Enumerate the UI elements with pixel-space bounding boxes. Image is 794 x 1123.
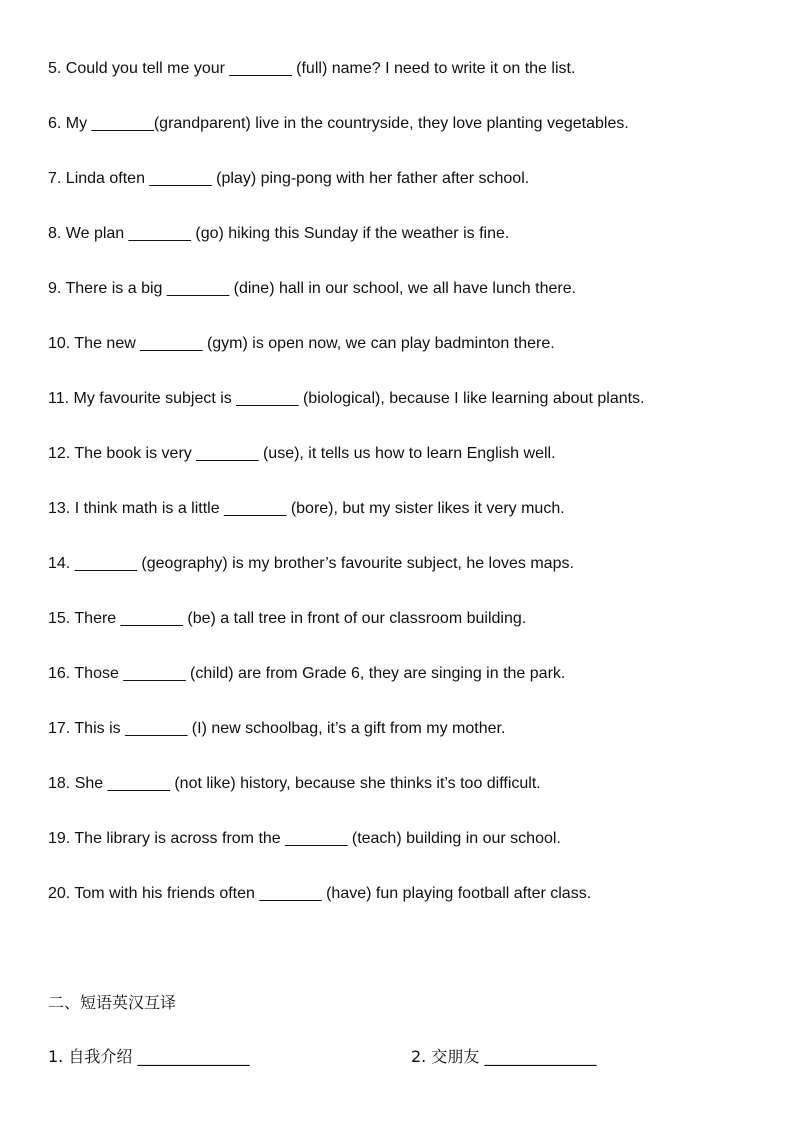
question-15: 15. There _______ (be) a tall tree in front of our classroom building. [48, 610, 527, 627]
section-title-phrase-translation: 二、短语英汉互译 [48, 993, 177, 1012]
question-17: 17. This is _______ (I) new schoolbag, it’s a gift from my mother. [48, 720, 506, 737]
question-10: 10. The new _______ (gym) is open now, we can play badminton there. [48, 335, 555, 352]
question-14: 14. _______ (geography) is my brother’s favourite subject, he loves maps. [48, 555, 574, 572]
phrase-item-1: 1. 自我介绍 ______________ [48, 1047, 250, 1066]
question-20: 20. Tom with his friends often _______ (have) fun playing football after class. [48, 885, 592, 902]
question-8: 8. We plan _______ (go) hiking this Sunday if the weather is fine. [48, 225, 510, 242]
question-9: 9. There is a big _______ (dine) hall in our school, we all have lunch there. [48, 280, 577, 297]
question-12: 12. The book is very _______ (use), it tells us how to learn English well. [48, 445, 556, 462]
question-7: 7. Linda often _______ (play) ping-pong with her father after school. [48, 170, 530, 187]
phrase-item-2: 2. 交朋友 ______________ [411, 1047, 597, 1066]
question-16: 16. Those _______ (child) are from Grade 6, they are singing in the park. [48, 665, 566, 682]
question-18: 18. She _______ (not like) history, because she thinks it’s too difficult. [48, 775, 541, 792]
fill-in-blank-questions [48, 58, 768, 938]
question-11: 11. My favourite subject is _______ (biological), because I like learning about plants. [48, 390, 645, 407]
question-6: 6. My _______(grandparent) live in the countryside, they love planting vegetables. [48, 115, 629, 132]
question-19: 19. The library is across from the _______ (teach) building in our school. [48, 830, 561, 847]
question-13: 13. I think math is a little _______ (bore), but my sister likes it very much. [48, 500, 565, 517]
question-5: 5. Could you tell me your _______ (full) name? I need to write it on the list. [48, 60, 576, 77]
